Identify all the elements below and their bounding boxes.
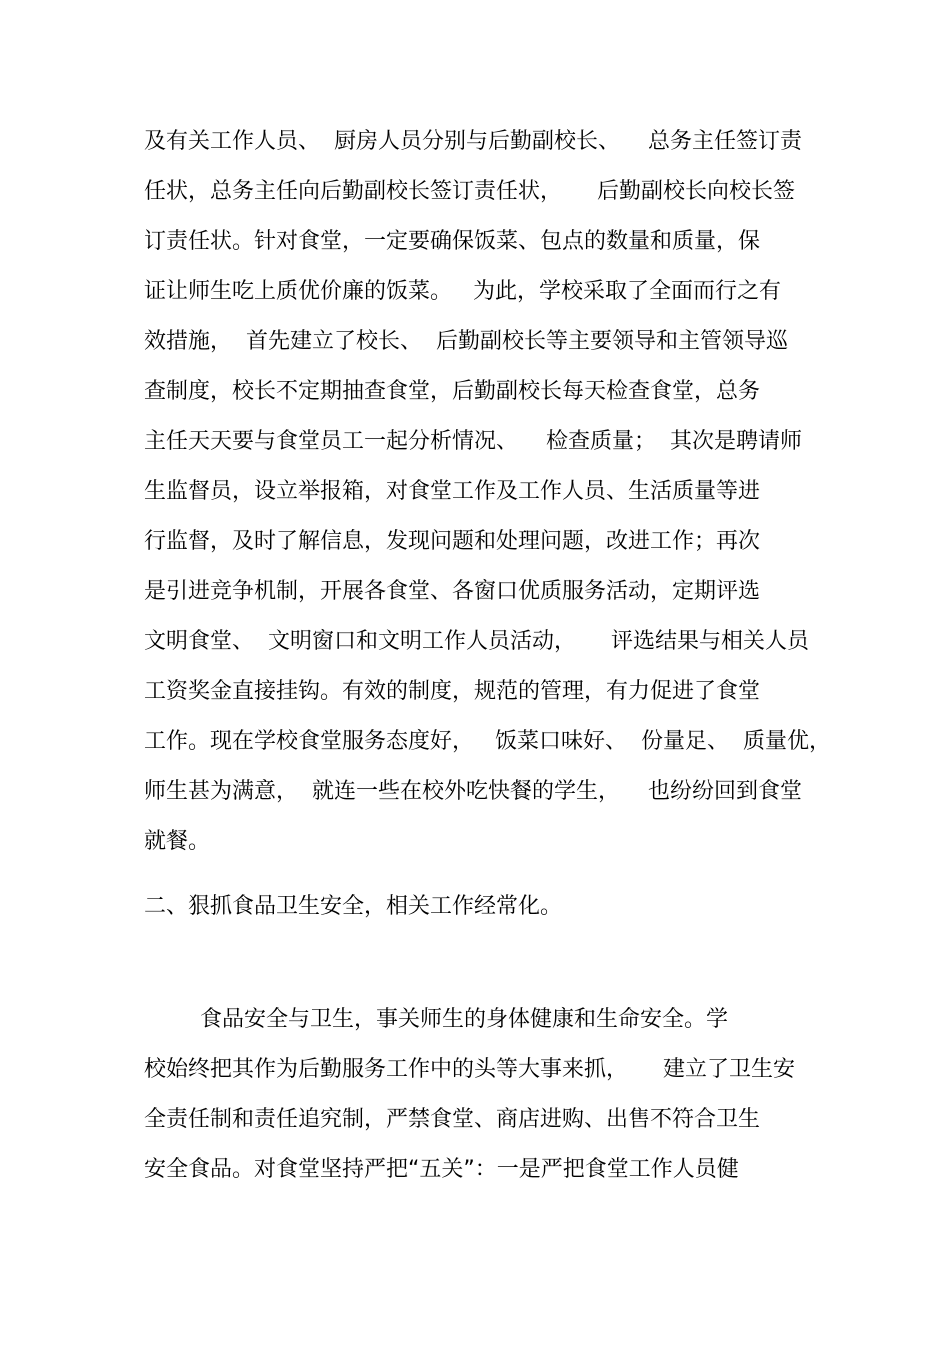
- text-line: 行监督，及时了解信息，发现问题和处理问题，改进工作；再次: [144, 529, 761, 554]
- text-line: 效措施， 首先建立了校长、 后勤副校长等主要领导和主管领导巡: [144, 329, 788, 354]
- text-line: 证让师生吃上质优价廉的饭菜。 为此，学校采取了全面而行之有: [144, 279, 781, 304]
- text-line: 师生甚为满意， 就连一些在校外吃快餐的学生， 也纷纷回到食堂: [144, 779, 802, 804]
- text-line: 是引进竞争机制，开展各食堂、各窗口优质服务活动，定期评选: [144, 579, 761, 604]
- text-line: 就餐。: [144, 829, 211, 854]
- text-line: 生监督员，设立举报箱，对食堂工作及工作人员、生活质量等进: [144, 479, 761, 504]
- section-heading: 二、狠抓食品卫生安全，相关工作经常化。: [144, 894, 563, 919]
- text-line: 及有关工作人员、 厨房人员分别与后勤副校长、 总务主任签订责: [144, 129, 802, 154]
- text-line: 工作。现在学校食堂服务态度好， 饭菜口味好、 份量足、 质量优，: [144, 729, 831, 754]
- text-line: 工资奖金直接挂钩。有效的制度，规范的管理，有力促进了食堂: [144, 679, 761, 704]
- text-line: 全责任制和责任追究制，严禁食堂、商店进购、出售不符合卫生: [144, 1107, 761, 1132]
- text-line: 食品安全与卫生，事关师生的身体健康和生命安全。学: [144, 1007, 728, 1032]
- text-line: 查制度，校长不定期抽查食堂，后勤副校长每天检查食堂，总务: [144, 379, 761, 404]
- text-line: 安全食品。对食堂坚持严把“五关”：一是严把食堂工作人员健: [144, 1157, 739, 1182]
- text-line: 主任天天要与食堂员工一起分析情况、 检查质量； 其次是聘请师: [144, 429, 802, 454]
- text-line: 任状，总务主任向后勤副校长签订责任状， 后勤副校长向校长签: [144, 179, 795, 204]
- text-line: 订责任状。针对食堂，一定要确保饭菜、包点的数量和质量，保: [144, 229, 761, 254]
- text-line: 校始终把其作为后勤服务工作中的头等大事来抓， 建立了卫生安: [144, 1057, 795, 1082]
- text-line: 文明食堂、 文明窗口和文明工作人员活动， 评选结果与相关人员: [144, 629, 809, 654]
